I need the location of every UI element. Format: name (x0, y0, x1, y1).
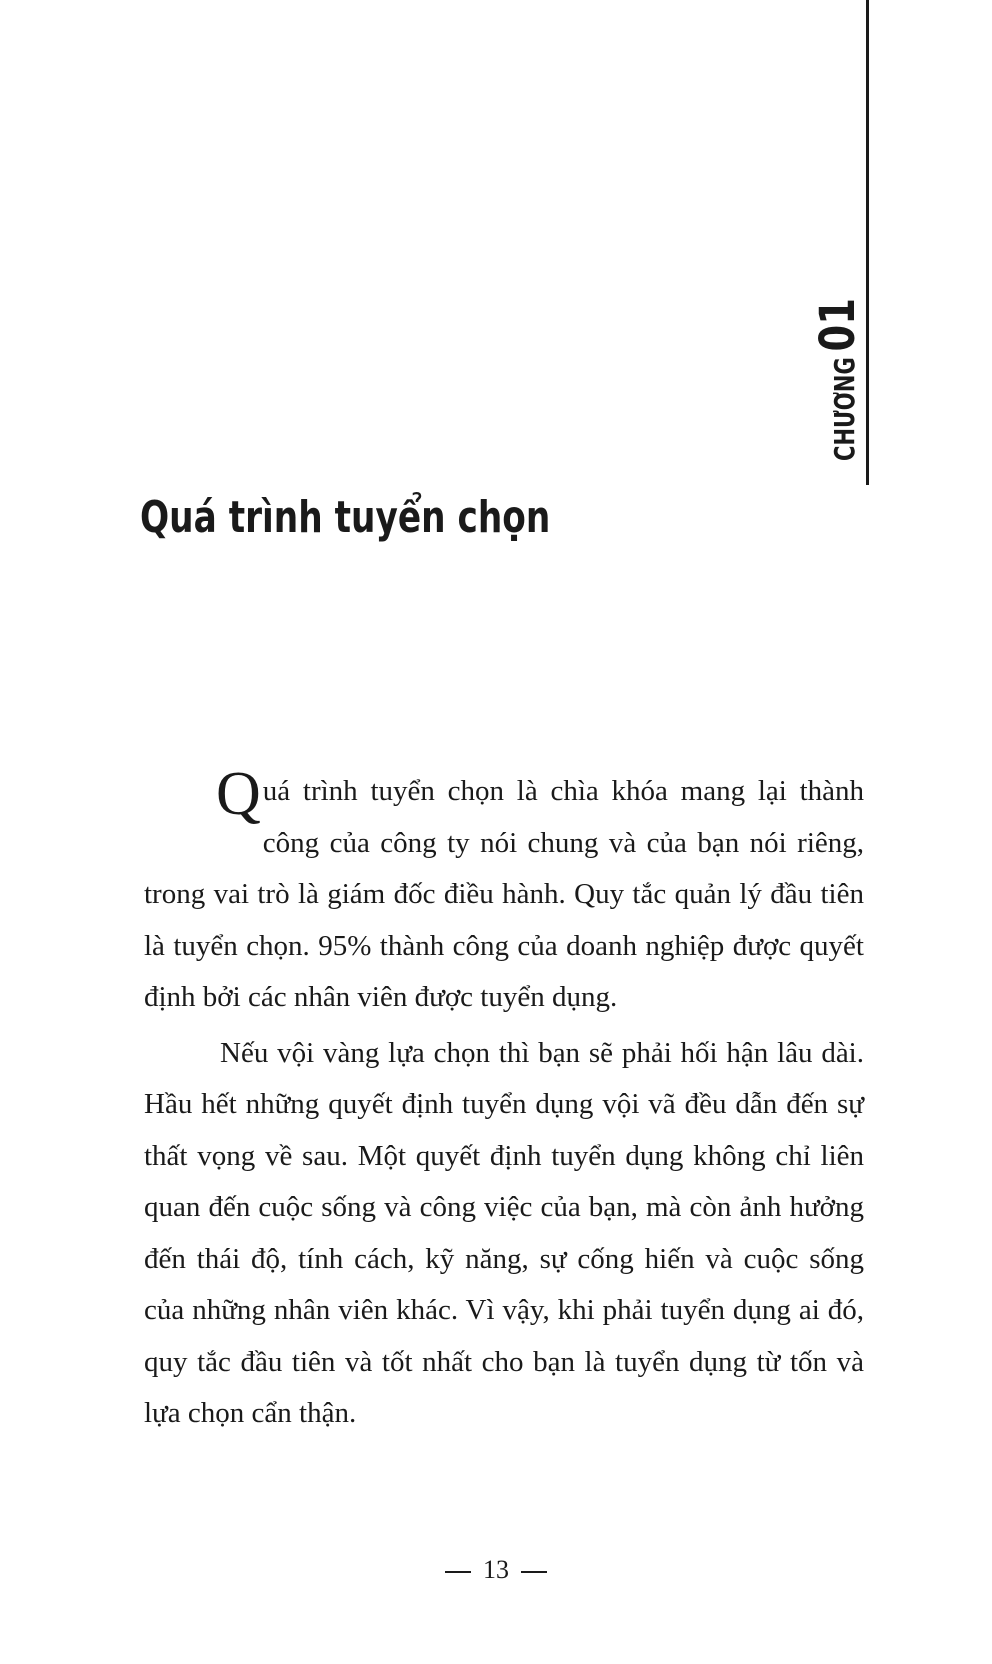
page-number: 13 (483, 1555, 509, 1584)
chapter-marker (810, 284, 866, 495)
paragraph-1-text: uá trình tuyển chọn là chìa khóa mang lại thành công của công ty nói chung và của bạn nói riêng, trong vai trò là giám đốc điều hành. Quy tắc quản lý đầu tiên là tuyển chọn. 95% thành công của doanh nghiệp được quyết định bởi các nhân viên được tuyển dụng. (144, 775, 864, 1013)
paragraph-2: Nếu vội vàng lựa chọn thì bạn sẽ phải hối hận lâu dài. Hầu hết những quyết định tuyển dụng vội vã đều dẫn đến sự thất vọng về sau. Một quyết định tuyển dụng không chỉ liên quan đến cuộc sống và công việc của bạn, mà còn ảnh hưởng đến thái độ, tính cách, kỹ năng, sự cống hiến và cuộc sống của những nhân viên khác. Vì vậy, khi phải tuyển dụng ai đó, quy tắc đầu tiên và tốt nhất cho bạn là tuyển dụng từ tốn và lựa chọn cẩn thận. (144, 1036, 864, 1429)
chapter-number: 01 (810, 297, 866, 352)
right-dash (521, 1571, 547, 1573)
chapter-title: Quá trình tuyển chọn (140, 492, 551, 543)
vertical-rule (866, 0, 869, 485)
chapter-label: CHƯƠNG (828, 357, 861, 461)
paragraph-1 (144, 760, 864, 1024)
drop-cap: Q (216, 760, 261, 828)
body-text (144, 760, 864, 1440)
page-footer (0, 1555, 992, 1585)
left-dash (445, 1571, 471, 1573)
